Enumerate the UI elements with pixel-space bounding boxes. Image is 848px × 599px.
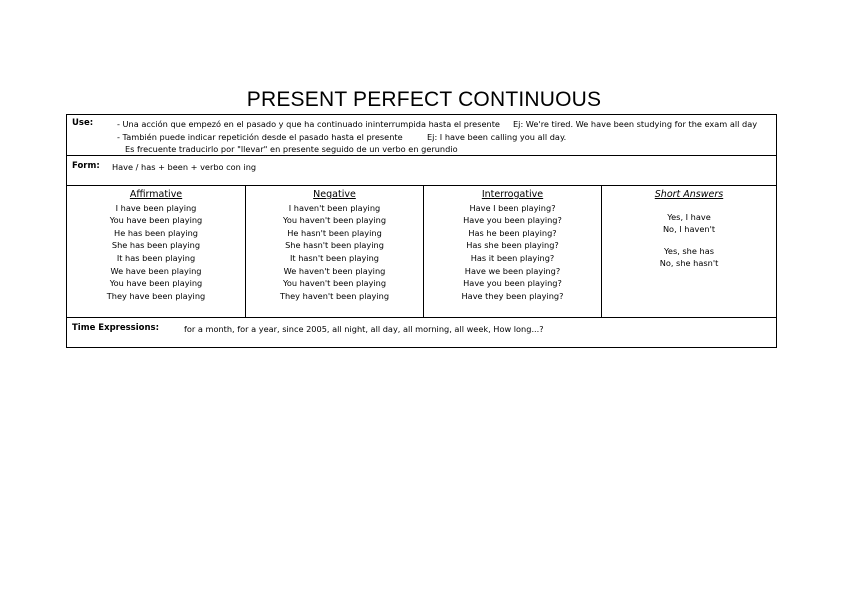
table-row: You haven't been playing [282,278,387,289]
table-row: Has he been playing? [468,227,557,238]
form-section [66,155,777,186]
table-row: He hasn't been playing [287,227,382,238]
short-answer: No, she hasn't [659,258,719,269]
use-line-1-example: Ej: We're tired. We have been studying for the exam all day [513,119,758,129]
table-row: They haven't been playing [279,290,390,301]
table-row: Have they been playing? [461,290,564,301]
table-row: I haven't been playing [288,202,381,213]
table-row: We haven't been playing [283,265,386,276]
short-answer: Yes, I have [667,211,711,222]
table-row: It hasn't been playing [289,252,379,263]
table-row: You have been playing [109,215,203,226]
short-answer: No, I haven't [662,224,716,235]
table-row: She hasn't been playing [285,240,384,251]
table-row: Has she been playing? [466,240,559,251]
table-row: He has been playing [114,227,198,238]
conjugation-table [66,185,777,318]
time-expressions-section [66,317,777,348]
page-title: PRESENT PERFECT CONTINUOUS [246,88,602,111]
table-row: We have been playing [110,265,202,276]
negative-heading: Negative [313,189,356,200]
table-row: Have we been playing? [464,265,561,276]
table-row: It has been playing [116,252,196,263]
use-line-2-example: Ej: I have been calling you all day. [427,132,567,142]
table-row: I have been playing [115,202,197,213]
short-answer: Yes, she has [664,245,714,256]
table-row: Have I been playing? [469,202,556,213]
table-row: Have you been playing? [463,215,562,226]
time-expressions-text: for a month, for a year, since 2005, all night, all day, all morning, all week, How long...? [184,324,544,334]
form-text: Have / has + been + verbo con ing [112,162,257,172]
use-section [66,114,777,156]
negative-column [245,186,423,317]
use-line-1: - Una acción que empezó en el pasado y que ha continuado ininterrumpida hasta el presente [117,119,500,129]
table-row: Have you been playing? [463,278,562,289]
form-label: Form: [72,161,100,171]
table-row: You have been playing [109,278,203,289]
short-answers-heading: Short Answers [654,189,724,200]
interrogative-column [423,186,601,317]
time-expressions-label: Time Expressions: [72,323,160,333]
table-row: You haven't been playing [282,215,387,226]
interrogative-heading: Interrogative [481,189,544,200]
table-row: They have been playing [106,290,206,301]
affirmative-column [67,186,245,317]
short-answers-column [601,186,776,317]
affirmative-heading: Affirmative [129,189,183,200]
use-line-2: - También puede indicar repetición desde el pasado hasta el presente [117,132,403,142]
use-line-3: Es frecuente traducirlo por "llevar" en presente seguido de un verbo en gerundio [125,144,458,154]
table-row: She has been playing [111,240,201,251]
use-label: Use: [72,118,94,128]
table-row: Has it been playing? [470,252,555,263]
